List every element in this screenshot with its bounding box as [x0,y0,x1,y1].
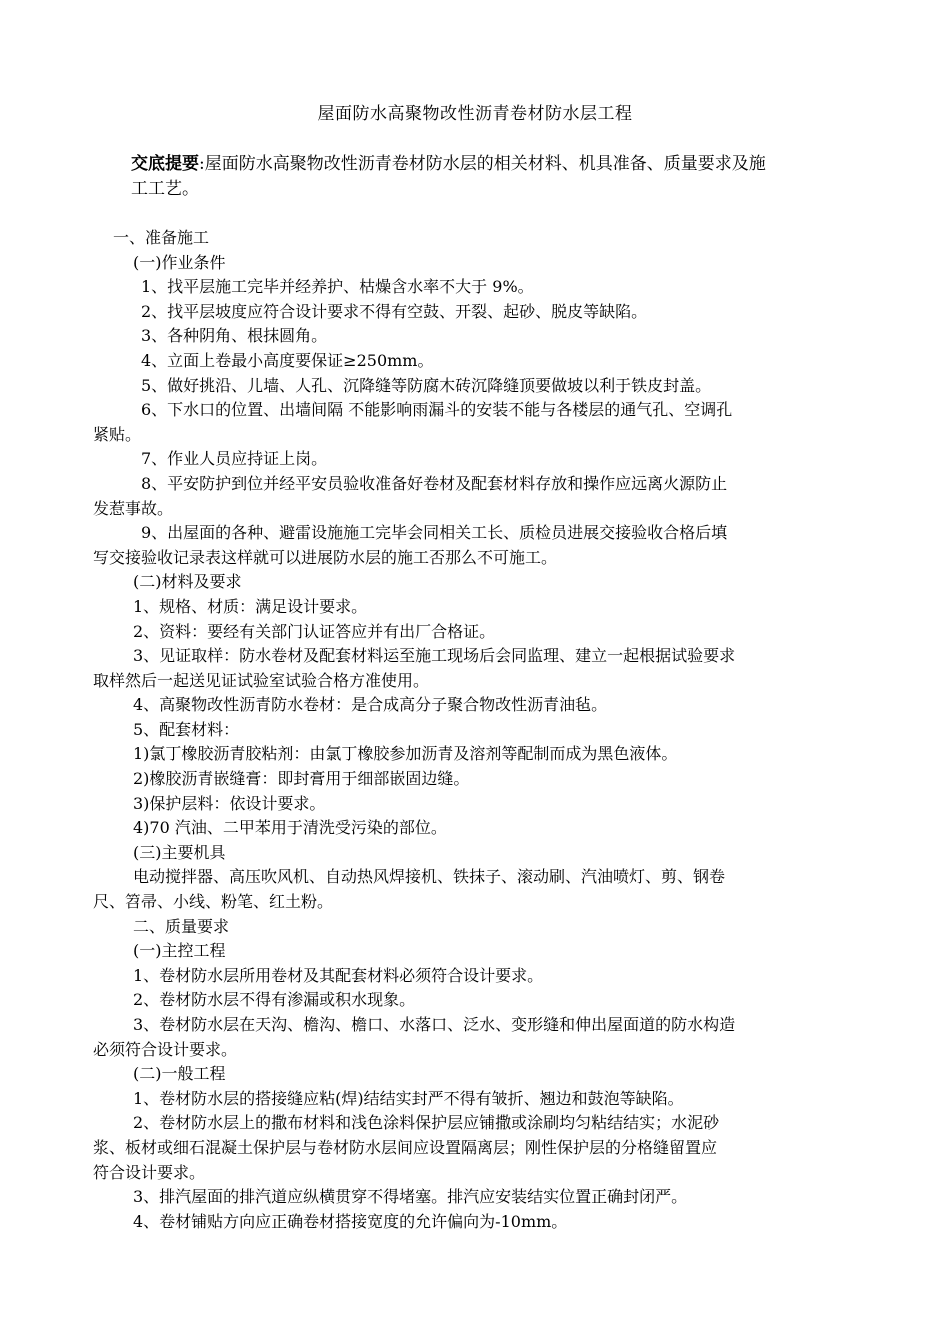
sub-list-item: 4)70 汽油、二甲苯用于清洗受污染的部位。 [133,818,447,838]
list-item: 1、找平层施工完毕并经养护、枯燥含水率不大于 9%。 [141,277,534,297]
subsection-heading: (二)材料及要求 [133,572,242,592]
document-body [93,226,855,1234]
sub-list-item: 1)氯丁橡胶沥青胶粘剂：由氯丁橡胶参加沥青及溶剂等配制而成为黑色液体。 [133,744,678,764]
list-item-continued: 浆、板材或细石混凝土保护层与卷材防水层间应设置隔离层；刚性保护层的分格缝留置应 [93,1137,718,1157]
list-item: 3、各种阴角、根抹圆角。 [141,326,328,346]
subsection-heading: (二)一般工程 [133,1064,226,1084]
list-item-continued: 写交接验收记录表这样就可以进展防水层的施工否那么不可施工。 [93,547,558,567]
sub-list-item: 3)保护层料：依设计要求。 [133,793,326,813]
document-title: 屋面防水高聚物改性沥青卷材防水层工程 [317,104,633,124]
section-heading: 二、质量要求 [133,916,230,936]
list-item: 2、找平层坡度应符合设计要求不得有空鼓、开裂、起砂、脱皮等缺陷。 [141,301,648,321]
paragraph-continued: 尺、笤帚、小线、粉笔、红土粉。 [93,892,334,912]
list-item: 5、配套材料： [133,719,240,739]
list-item: 4、立面上卷最小高度要保证≥250mm。 [141,350,434,370]
paragraph: 电动搅拌器、高压吹风机、自动热风焊接机、铁抹子、滚动刷、汽油喷灯、剪、钢卷 [133,867,726,887]
list-item: 9、出屋面的各种、避雷设施施工完毕会同相关工长、质检员进展交接验收合格后填 [141,523,728,543]
list-item: 4、卷材铺贴方向应正确卷材搭接宽度的允许偏向为-10mm。 [133,1211,568,1231]
list-item-continued: 发惹事故。 [93,498,174,518]
list-item-continued: 取样然后一起送见证试验室试验合格方准使用。 [93,670,430,690]
list-item: 7、作业人员应持证上岗。 [141,449,328,469]
list-item: 2、卷材防水层不得有渗漏或积水现象。 [133,990,416,1010]
summary-text-continued: 工工艺。 [131,179,199,199]
list-item: 2、卷材防水层上的撒布材料和浅色涂料保护层应铺撒或涂刷均匀粘结结实；水泥砂 [133,1113,720,1133]
list-item: 1、规格、材质：满足设计要求。 [133,596,368,616]
section-heading: 一、准备施工 [113,228,210,247]
list-item: 3、排汽屋面的排汽道应纵横贯穿不得堵塞。排汽应安装结实位置正确封闭严。 [133,1187,688,1207]
subsection-heading: (一)作业条件 [133,252,226,272]
list-item: 3、卷材防水层在天沟、檐沟、檐口、水落口、泛水、变形缝和伸出屋面道的防水构造 [133,1015,736,1034]
sub-list-item: 2)橡胶沥青嵌缝膏：即封膏用于细部嵌固边缝。 [133,769,470,789]
list-item: 8、平安防护到位并经平安员验收准备好卷材及配套材料存放和操作应远离火源防止 [141,473,728,493]
list-item-continued: 符合设计要求。 [93,1162,206,1182]
list-item-continued: 紧贴。 [93,424,142,444]
subsection-heading: (三)主要机具 [133,842,226,862]
list-item: 3、见证取样：防水卷材及配套材料运至施工现场后会同监理、建立一起根据试验要求 [133,646,736,666]
list-item: 2、资料：要经有关部门认证答应并有出厂合格证。 [133,621,496,641]
summary-text: :屋面防水高聚物改性沥青卷材防水层的相关材料、机具准备、质量要求及施 [199,154,766,174]
list-item: 5、做好挑沿、儿墙、人孔、沉降缝等防腐木砖沉降缝顶要做坡以利于铁皮封盖。 [141,375,712,395]
list-item-continued: 必须符合设计要求。 [93,1039,238,1059]
subsection-heading: (一)主控工程 [133,941,226,961]
summary-block [131,152,856,202]
list-item: 1、卷材防水层所用卷材及其配套材料必须符合设计要求。 [133,965,544,985]
list-item: 1、卷材防水层的搭接缝应粘(焊)结结实封严不得有皱折、翘边和鼓泡等缺陷。 [133,1088,684,1108]
summary-label: 交底提要 [131,154,199,174]
list-item: 6、下水口的位置、出墙间隔 不能影响雨漏斗的安装不能与各楼层的通气孔、空调孔 [141,400,733,420]
list-item: 4、高聚物改性沥青防水卷材：是合成高分子聚合物改性沥青油毡。 [133,695,608,715]
